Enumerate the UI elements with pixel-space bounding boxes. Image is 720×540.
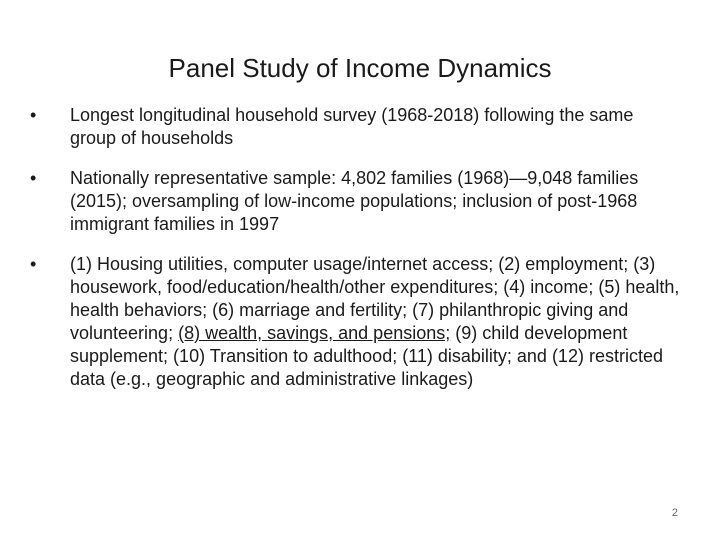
bullet-text — [70, 254, 679, 389]
bullet-item — [30, 104, 680, 150]
emphasized-text: (8) wealth, savings, and pensions; — [178, 323, 451, 343]
bullet-text-after: (9) child development supplement; (10) Transition to adulthood; (11) disability; and (12) restricted data (e.g., geographic and administrative linkages) — [70, 323, 663, 389]
bullet-text-before: (1) Housing utilities, computer usage/internet access; (2) employment; (3) housework, food/education/health/other expenditures; (4) income; (5) health, health behaviors; (6) marriage and fertility; (7) philanthropic giving and volunteering; — [70, 254, 680, 343]
bullet-icon: • — [30, 168, 37, 188]
bullet-icon: • — [30, 254, 37, 274]
page-number: 2 — [671, 507, 678, 519]
bullet-list — [30, 104, 680, 408]
bullet-text: Nationally representative sample: 4,802 families (1968)—9,048 families (2015); oversampling of low-income populations; inclusion of post-1968 immigrant families in 1997 — [70, 168, 639, 234]
slide-title: Panel Study of Income Dynamics — [168, 53, 552, 83]
bullet-item — [30, 167, 680, 236]
bullet-text: Longest longitudinal household survey (1968-2018) following the same group of households — [70, 105, 634, 148]
bullet-item — [30, 253, 680, 391]
bullet-icon: • — [30, 105, 37, 125]
